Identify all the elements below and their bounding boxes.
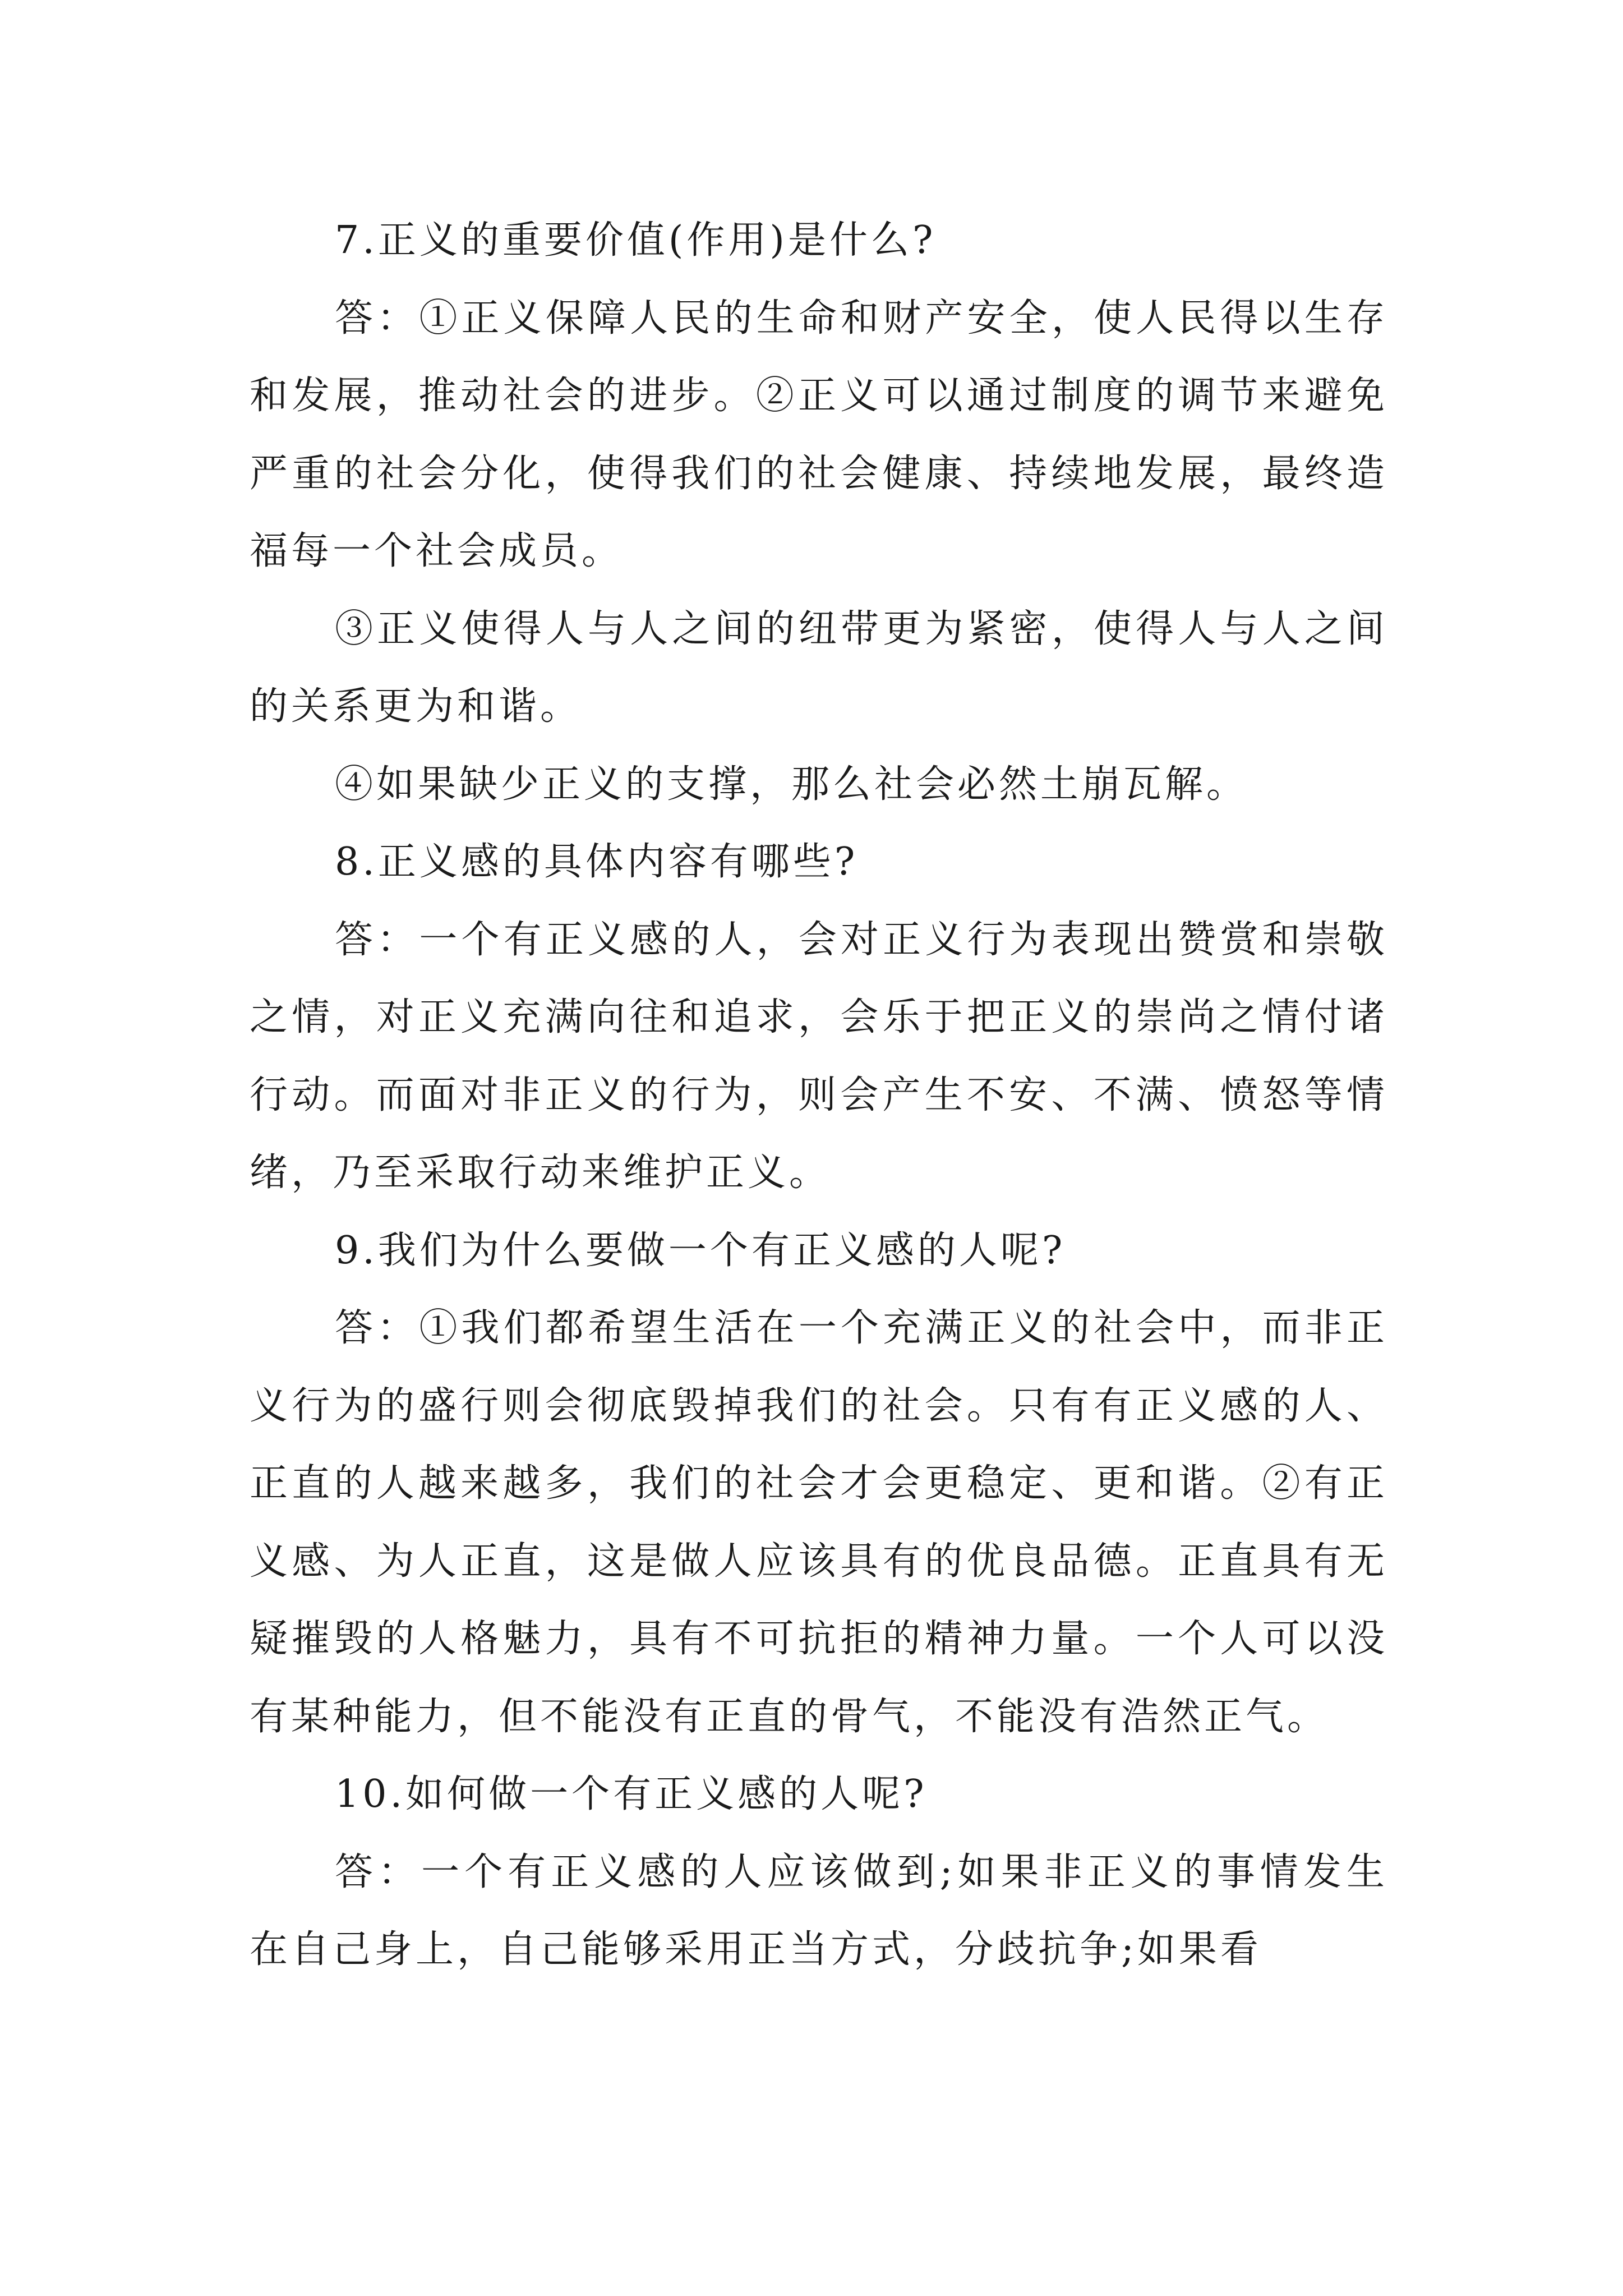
question-7-answer-part-1: 答：①正义保障人民的生命和财产安全，使人民得以生存和发展，推动社会的进步。②正义可以通过制度的调节来避免严重的社会分化，使得我们的社会健康、持续地发展，最终造福每一个社会成员。 [250, 296, 1388, 573]
question-8-answer: 答：一个有正义感的人，会对正义行为表现出赞赏和崇敬之情，对正义充满向往和追求，会乐于把正义的崇尚之情付诸行动。而面对非正义的行为，则会产生不安、不满、愤怒等情绪，乃至采取行动来维护正义。 [250, 917, 1388, 1195]
question-7-answer-part-2: ③正义使得人与人之间的纽带更为紧密，使得人与人之间的关系更为和谐。 [250, 606, 1388, 729]
question-9-answer: 答：①我们都希望生活在一个充满正义的社会中，而非正义行为的盛行则会彻底毁掉我们的社会。只有有正义感的人、正直的人越来越多，我们的社会才会更稳定、更和谐。②有正义感、为人正直，这是做人应该具有的优良品德。正直具有无疑摧毁的人格魅力，具有不可抗拒的精神力量。一个人可以没有某种能力，但不能没有正直的骨气，不能没有浩然正气。 [250, 1306, 1388, 1739]
question-7-title: 7.正义的重要价值(作用)是什么? [335, 218, 937, 263]
question-8-title: 8.正义感的具体内容有哪些? [335, 840, 859, 884]
question-10-title: 10.如何做一个有正义感的人呢? [335, 1772, 928, 1816]
question-10-answer: 答：一个有正义感的人应该做到;如果非正义的事情发生在自己身上，自己能够采用正当方式，分歧抗争;如果看 [250, 1849, 1388, 1972]
question-7-answer-part-3: ④如果缺少正义的支撑，那么社会必然土崩瓦解。 [335, 762, 1248, 807]
document-body [250, 202, 1388, 1989]
question-9-title: 9.我们为什么要做一个有正义感的人呢? [335, 1228, 1066, 1273]
